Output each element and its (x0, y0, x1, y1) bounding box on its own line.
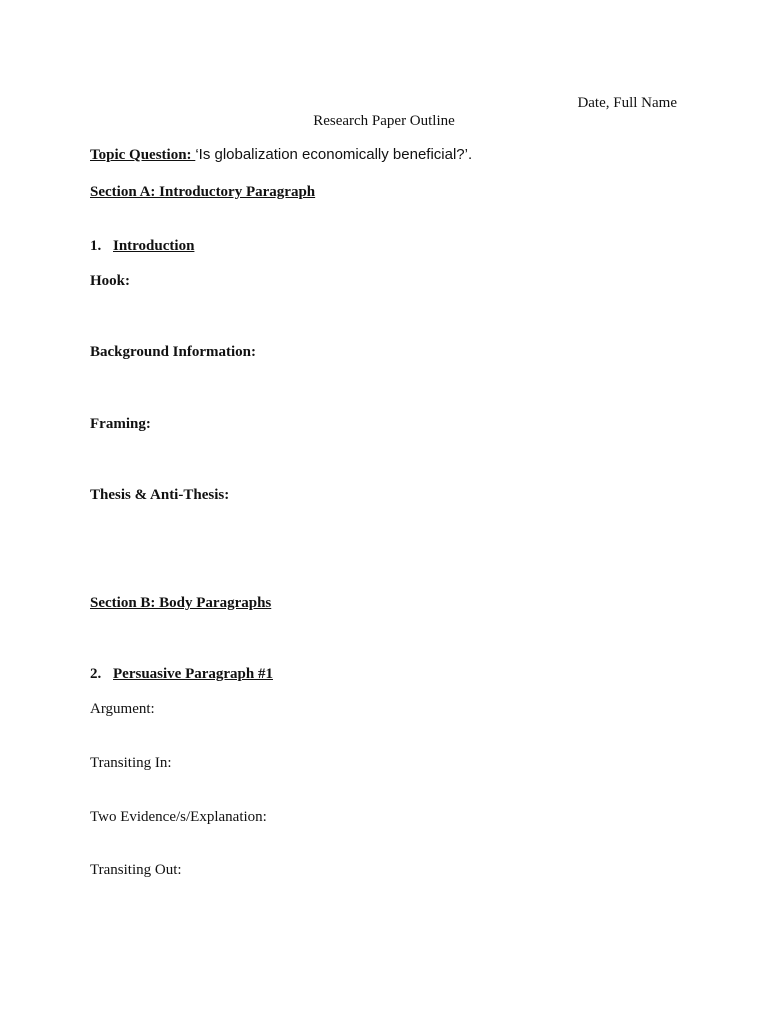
evidence-explanation-label: Two Evidence/s/Explanation: (90, 809, 267, 825)
section-a-heading: Section A: Introductory Paragraph (90, 184, 316, 200)
date-full-name: Date, Full Name (577, 95, 677, 111)
transiting-out-label: Transiting Out: (90, 862, 182, 878)
persuasive-paragraph-heading (90, 665, 273, 683)
persuasive-paragraph-label: Persuasive Paragraph #1 (113, 666, 273, 682)
transiting-in-label: Transiting In: (90, 755, 172, 771)
topic-question-label: Topic Question: (90, 147, 196, 163)
framing-label: Framing: (90, 416, 151, 432)
background-information-label: Background Information: (90, 344, 256, 360)
section-b-heading: Section B: Body Paragraphs (90, 595, 272, 611)
page-title: Research Paper Outline (313, 113, 455, 129)
thesis-anti-thesis-label: Thesis & Anti-Thesis: (90, 487, 230, 503)
introduction-label: Introduction (113, 238, 195, 254)
topic-question-text: ‘Is globalization economically beneficial?’. (195, 146, 473, 163)
persuasive-paragraph-number: 2. (90, 666, 102, 682)
topic-question (90, 146, 472, 164)
argument-label: Argument: (90, 701, 155, 717)
introduction-heading (90, 237, 194, 255)
introduction-number: 1. (90, 238, 102, 254)
hook-label: Hook: (90, 273, 131, 289)
